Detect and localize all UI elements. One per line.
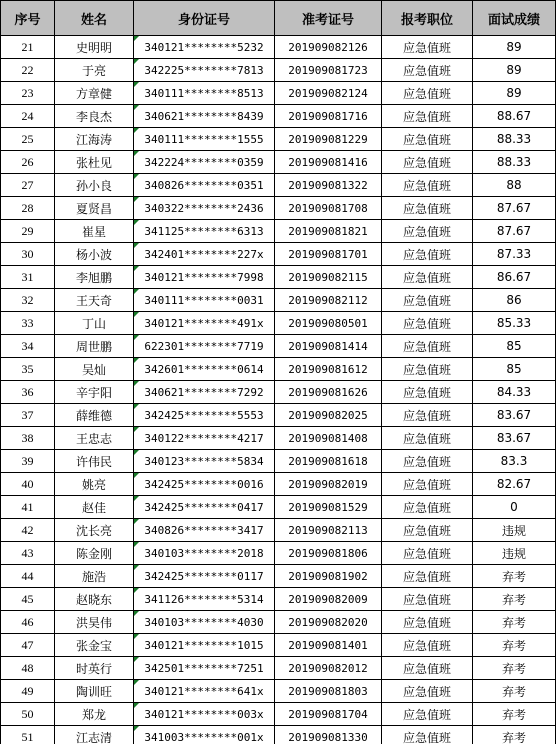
cell-ticket: 201909082113 <box>275 519 382 542</box>
header-ticket: 准考证号 <box>275 1 382 36</box>
cell-position: 应急值班 <box>382 105 473 128</box>
cell-score: 82.67 <box>473 473 556 496</box>
cell-no: 48 <box>1 657 55 680</box>
cell-name: 李旭鹏 <box>55 266 134 289</box>
header-no: 序号 <box>1 1 55 36</box>
cell-id: 340111********1555 <box>134 128 275 151</box>
cell-name: 陈金刚 <box>55 542 134 565</box>
cell-ticket: 201909082115 <box>275 266 382 289</box>
cell-id: 340121********7998 <box>134 266 275 289</box>
cell-position: 应急值班 <box>382 634 473 657</box>
table-row <box>1 703 556 726</box>
cell-id: 340121********491x <box>134 312 275 335</box>
cell-score: 弃考 <box>473 565 556 588</box>
cell-id: 340103********2018 <box>134 542 275 565</box>
cell-id: 340121********5232 <box>134 36 275 59</box>
cell-no: 21 <box>1 36 55 59</box>
cell-score: 弃考 <box>473 703 556 726</box>
cell-position: 应急值班 <box>382 496 473 519</box>
cell-ticket: 201909081821 <box>275 220 382 243</box>
cell-name: 于亮 <box>55 59 134 82</box>
cell-score: 弃考 <box>473 634 556 657</box>
table-row <box>1 450 556 473</box>
cell-name: 江海涛 <box>55 128 134 151</box>
cell-position: 应急值班 <box>382 404 473 427</box>
cell-no: 23 <box>1 82 55 105</box>
cell-position: 应急值班 <box>382 703 473 726</box>
cell-id: 342425********0417 <box>134 496 275 519</box>
cell-no: 36 <box>1 381 55 404</box>
cell-name: 李良杰 <box>55 105 134 128</box>
cell-no: 37 <box>1 404 55 427</box>
cell-no: 26 <box>1 151 55 174</box>
cell-name: 王天奇 <box>55 289 134 312</box>
cell-name: 史明明 <box>55 36 134 59</box>
cell-score: 弃考 <box>473 588 556 611</box>
table-row <box>1 151 556 174</box>
cell-no: 34 <box>1 335 55 358</box>
cell-name: 张金宝 <box>55 634 134 657</box>
cell-name: 许伟民 <box>55 450 134 473</box>
header-position: 报考职位 <box>382 1 473 36</box>
cell-id: 340621********8439 <box>134 105 275 128</box>
table-row <box>1 82 556 105</box>
table-header <box>1 1 556 36</box>
cell-score: 83.67 <box>473 404 556 427</box>
cell-position: 应急值班 <box>382 657 473 680</box>
cell-no: 43 <box>1 542 55 565</box>
cell-score: 87.67 <box>473 197 556 220</box>
cell-id: 342224********0359 <box>134 151 275 174</box>
cell-score: 89 <box>473 82 556 105</box>
cell-name: 周世鹏 <box>55 335 134 358</box>
cell-id: 340322********2436 <box>134 197 275 220</box>
cell-name: 施浩 <box>55 565 134 588</box>
cell-ticket: 201909080501 <box>275 312 382 335</box>
cell-ticket: 201909081704 <box>275 703 382 726</box>
cell-position: 应急值班 <box>382 427 473 450</box>
cell-position: 应急值班 <box>382 611 473 634</box>
cell-ticket: 201909081401 <box>275 634 382 657</box>
cell-name: 江志清 <box>55 726 134 744</box>
table-row <box>1 404 556 427</box>
table-row <box>1 496 556 519</box>
cell-position: 应急值班 <box>382 59 473 82</box>
cell-ticket: 201909081701 <box>275 243 382 266</box>
cell-position: 应急值班 <box>382 151 473 174</box>
table-row <box>1 36 556 59</box>
table-row <box>1 59 556 82</box>
header-score: 面试成绩 <box>473 1 556 36</box>
cell-no: 40 <box>1 473 55 496</box>
cell-name: 吴灿 <box>55 358 134 381</box>
cell-name: 孙小良 <box>55 174 134 197</box>
cell-score: 85.33 <box>473 312 556 335</box>
cell-score: 89 <box>473 36 556 59</box>
cell-score: 0 <box>473 496 556 519</box>
cell-position: 应急值班 <box>382 450 473 473</box>
cell-ticket: 201909081803 <box>275 680 382 703</box>
table-row <box>1 220 556 243</box>
header-id: 身份证号 <box>134 1 275 36</box>
cell-position: 应急值班 <box>382 542 473 565</box>
cell-ticket: 201909082112 <box>275 289 382 312</box>
cell-score: 86 <box>473 289 556 312</box>
cell-id: 342401********227x <box>134 243 275 266</box>
cell-score: 89 <box>473 59 556 82</box>
table-row <box>1 266 556 289</box>
cell-no: 27 <box>1 174 55 197</box>
cell-position: 应急值班 <box>382 243 473 266</box>
cell-ticket: 201909082126 <box>275 36 382 59</box>
cell-no: 44 <box>1 565 55 588</box>
cell-ticket: 201909081229 <box>275 128 382 151</box>
cell-ticket: 201909081708 <box>275 197 382 220</box>
cell-position: 应急值班 <box>382 220 473 243</box>
cell-no: 24 <box>1 105 55 128</box>
cell-ticket: 201909081618 <box>275 450 382 473</box>
cell-ticket: 201909081716 <box>275 105 382 128</box>
cell-score: 84.33 <box>473 381 556 404</box>
cell-id: 340121********641x <box>134 680 275 703</box>
cell-score: 85 <box>473 335 556 358</box>
cell-score: 87.33 <box>473 243 556 266</box>
cell-id: 341126********5314 <box>134 588 275 611</box>
cell-name: 沈长亮 <box>55 519 134 542</box>
cell-id: 342425********5553 <box>134 404 275 427</box>
table-row <box>1 519 556 542</box>
table-row <box>1 358 556 381</box>
cell-position: 应急值班 <box>382 82 473 105</box>
table-row <box>1 657 556 680</box>
table-row <box>1 335 556 358</box>
cell-score: 86.67 <box>473 266 556 289</box>
cell-score: 弃考 <box>473 726 556 744</box>
cell-ticket: 201909081806 <box>275 542 382 565</box>
table-row <box>1 611 556 634</box>
cell-no: 50 <box>1 703 55 726</box>
table-row <box>1 174 556 197</box>
cell-id: 340621********7292 <box>134 381 275 404</box>
cell-score: 弃考 <box>473 611 556 634</box>
cell-no: 22 <box>1 59 55 82</box>
cell-score: 88.33 <box>473 128 556 151</box>
cell-position: 应急值班 <box>382 174 473 197</box>
table-row <box>1 289 556 312</box>
table-row <box>1 680 556 703</box>
cell-position: 应急值班 <box>382 197 473 220</box>
cell-no: 39 <box>1 450 55 473</box>
table-row <box>1 312 556 335</box>
cell-ticket: 201909081322 <box>275 174 382 197</box>
cell-score: 88.33 <box>473 151 556 174</box>
cell-position: 应急值班 <box>382 266 473 289</box>
cell-ticket: 201909082012 <box>275 657 382 680</box>
table-body <box>1 36 556 744</box>
cell-ticket: 201909082025 <box>275 404 382 427</box>
table-row <box>1 565 556 588</box>
cell-name: 丁山 <box>55 312 134 335</box>
table-row <box>1 197 556 220</box>
cell-id: 340121********003x <box>134 703 275 726</box>
cell-name: 辛宇阳 <box>55 381 134 404</box>
cell-no: 33 <box>1 312 55 335</box>
cell-name: 赵佳 <box>55 496 134 519</box>
cell-ticket: 201909081723 <box>275 59 382 82</box>
cell-ticket: 201909081330 <box>275 726 382 744</box>
cell-id: 340826********0351 <box>134 174 275 197</box>
cell-ticket: 201909082019 <box>275 473 382 496</box>
cell-id: 342425********0016 <box>134 473 275 496</box>
table-row <box>1 128 556 151</box>
table-row <box>1 726 556 744</box>
cell-position: 应急值班 <box>382 289 473 312</box>
cell-no: 32 <box>1 289 55 312</box>
cell-score: 违规 <box>473 542 556 565</box>
cell-ticket: 201909081408 <box>275 427 382 450</box>
cell-id: 342225********7813 <box>134 59 275 82</box>
cell-name: 赵晓东 <box>55 588 134 611</box>
cell-position: 应急值班 <box>382 381 473 404</box>
cell-position: 应急值班 <box>382 358 473 381</box>
cell-score: 83.3 <box>473 450 556 473</box>
cell-id: 341003********001x <box>134 726 275 744</box>
header-name: 姓名 <box>55 1 134 36</box>
cell-no: 30 <box>1 243 55 266</box>
cell-score: 弃考 <box>473 680 556 703</box>
cell-name: 陶训旺 <box>55 680 134 703</box>
cell-no: 25 <box>1 128 55 151</box>
cell-no: 41 <box>1 496 55 519</box>
cell-ticket: 201909082009 <box>275 588 382 611</box>
cell-position: 应急值班 <box>382 335 473 358</box>
cell-ticket: 201909081529 <box>275 496 382 519</box>
cell-position: 应急值班 <box>382 128 473 151</box>
cell-score: 87.67 <box>473 220 556 243</box>
cell-score: 85 <box>473 358 556 381</box>
cell-name: 姚亮 <box>55 473 134 496</box>
cell-id: 342425********0117 <box>134 565 275 588</box>
cell-ticket: 201909082124 <box>275 82 382 105</box>
cell-ticket: 201909081612 <box>275 358 382 381</box>
cell-name: 崔星 <box>55 220 134 243</box>
cell-id: 340122********4217 <box>134 427 275 450</box>
cell-score: 违规 <box>473 519 556 542</box>
cell-no: 35 <box>1 358 55 381</box>
cell-score: 88.67 <box>473 105 556 128</box>
cell-name: 洪昊伟 <box>55 611 134 634</box>
cell-name: 薛维德 <box>55 404 134 427</box>
cell-no: 42 <box>1 519 55 542</box>
cell-no: 28 <box>1 197 55 220</box>
table-row <box>1 427 556 450</box>
table-row <box>1 634 556 657</box>
table-row <box>1 381 556 404</box>
header-row <box>1 1 556 36</box>
cell-name: 王忠志 <box>55 427 134 450</box>
cell-score: 83.67 <box>473 427 556 450</box>
cell-id: 341125********6313 <box>134 220 275 243</box>
cell-no: 31 <box>1 266 55 289</box>
cell-name: 杨小波 <box>55 243 134 266</box>
cell-position: 应急值班 <box>382 588 473 611</box>
cell-position: 应急值班 <box>382 519 473 542</box>
cell-name: 方章健 <box>55 82 134 105</box>
cell-ticket: 201909081414 <box>275 335 382 358</box>
cell-position: 应急值班 <box>382 473 473 496</box>
cell-ticket: 201909081416 <box>275 151 382 174</box>
cell-id: 340826********3417 <box>134 519 275 542</box>
cell-id: 340111********8513 <box>134 82 275 105</box>
cell-no: 38 <box>1 427 55 450</box>
table-row <box>1 542 556 565</box>
table-row <box>1 105 556 128</box>
cell-position: 应急值班 <box>382 680 473 703</box>
cell-position: 应急值班 <box>382 726 473 744</box>
table-row <box>1 243 556 266</box>
cell-ticket: 201909081626 <box>275 381 382 404</box>
cell-id: 342601********0614 <box>134 358 275 381</box>
cell-score: 弃考 <box>473 657 556 680</box>
table-row <box>1 473 556 496</box>
cell-no: 47 <box>1 634 55 657</box>
cell-ticket: 201909082020 <box>275 611 382 634</box>
cell-no: 46 <box>1 611 55 634</box>
table-row <box>1 588 556 611</box>
cell-position: 应急值班 <box>382 565 473 588</box>
cell-name: 夏贤昌 <box>55 197 134 220</box>
cell-name: 郑龙 <box>55 703 134 726</box>
cell-id: 342501********7251 <box>134 657 275 680</box>
cell-position: 应急值班 <box>382 312 473 335</box>
cell-no: 29 <box>1 220 55 243</box>
cell-name: 张杜见 <box>55 151 134 174</box>
cell-id: 340123********5834 <box>134 450 275 473</box>
cell-ticket: 201909081902 <box>275 565 382 588</box>
cell-position: 应急值班 <box>382 36 473 59</box>
cell-score: 88 <box>473 174 556 197</box>
cell-id: 340121********1015 <box>134 634 275 657</box>
cell-id: 340111********0031 <box>134 289 275 312</box>
cell-id: 622301********7719 <box>134 335 275 358</box>
cell-no: 45 <box>1 588 55 611</box>
cell-no: 51 <box>1 726 55 744</box>
cell-name: 时英行 <box>55 657 134 680</box>
cell-id: 340103********4030 <box>134 611 275 634</box>
cell-no: 49 <box>1 680 55 703</box>
